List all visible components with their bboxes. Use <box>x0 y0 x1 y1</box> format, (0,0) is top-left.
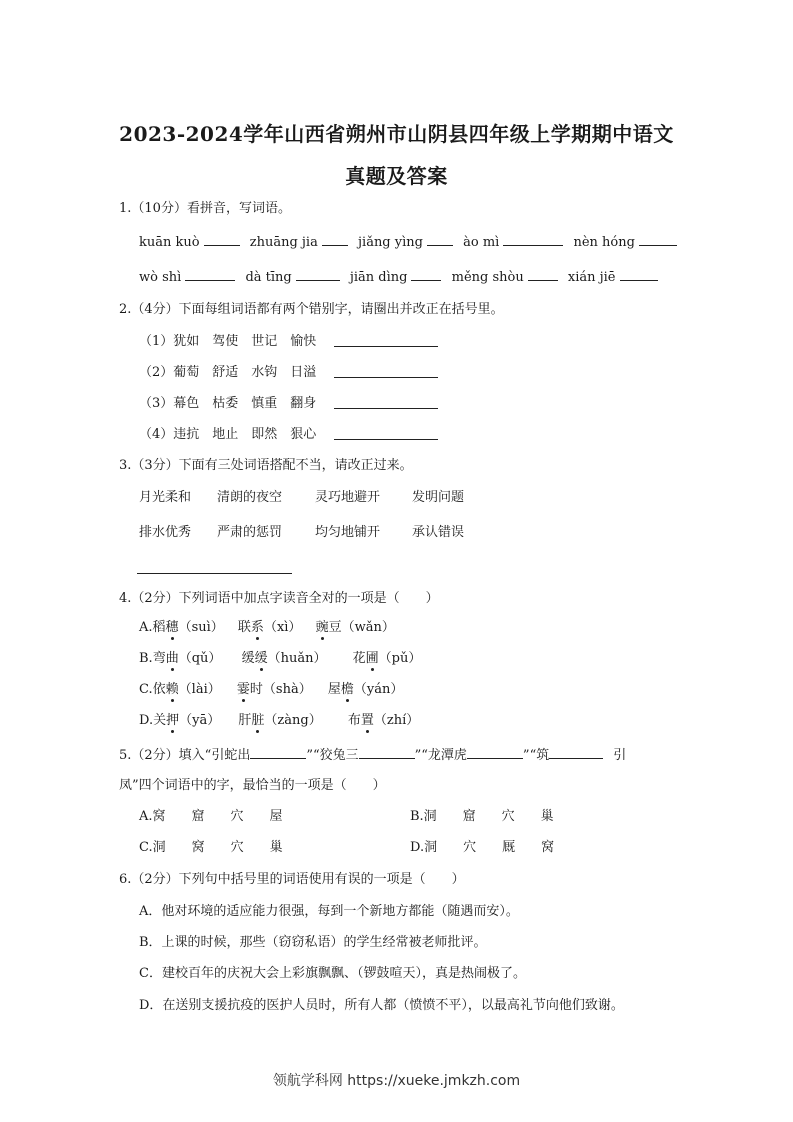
dotted-char: 押 <box>166 713 180 728</box>
answer-blank[interactable] <box>334 439 438 440</box>
stem-part: ”“狡兔三 <box>306 748 359 763</box>
q5-stem-line2: 凤”四个词语中的字，最恰当的一项是（ ） <box>119 778 386 793</box>
word-char: 时 <box>249 682 263 697</box>
answer-blank[interactable] <box>185 268 235 281</box>
q5-option-d[interactable]: D.洞 穴 厩 窝 <box>410 840 555 855</box>
answer-blank[interactable] <box>137 573 292 574</box>
pinyin: dà tīng <box>245 270 292 285</box>
answer-blank[interactable] <box>322 233 348 246</box>
footer-watermark: 领航学科网 https://xueke.jmkzh.com <box>272 1073 521 1089</box>
answer-blank[interactable] <box>639 233 677 246</box>
option-label: C. <box>139 682 153 697</box>
pinyin: jiān dìng <box>349 270 408 285</box>
q1-pinyin-row1 <box>139 233 683 252</box>
q1-pinyin-row2 <box>139 268 664 287</box>
q2-item-1: （1）犹如 驾使 世记 愉快 <box>139 334 317 349</box>
pinyin: （qǔ） <box>178 651 222 666</box>
pinyin: wò shì <box>139 270 182 285</box>
pinyin: ào mì <box>463 235 500 250</box>
q4-option-b[interactable] <box>139 650 421 668</box>
answer-blank[interactable] <box>503 233 563 246</box>
stem-part: 引 <box>613 748 627 763</box>
pinyin: （xì） <box>263 620 302 635</box>
dotted-char: 豌 <box>315 620 329 635</box>
phrase: 严肃的惩罚 <box>217 525 283 540</box>
answer-blank[interactable] <box>204 233 240 246</box>
answer-blank[interactable] <box>620 268 658 281</box>
phrase: 灵巧地避开 <box>315 490 381 505</box>
q2-item-2: （2）葡萄 舒适 水钩 日溢 <box>139 365 317 380</box>
q6-option-d[interactable]: D．在送别支援抗疫的医护人员时，所有人都（愤愤不平），以最高礼节向他们致谢。 <box>139 998 624 1013</box>
phrase: 承认错误 <box>412 525 465 540</box>
word-char: 布 <box>347 713 361 728</box>
q1-stem: 1.（10分）看拼音，写词语。 <box>119 201 291 216</box>
word-char: 豆 <box>328 620 342 635</box>
q6-option-b[interactable]: B．上课的时候，那些（窃窃私语）的学生经常被老师批评。 <box>139 935 487 950</box>
pinyin: （lài） <box>178 682 221 697</box>
q3-row1 <box>139 489 464 507</box>
answer-blank[interactable] <box>411 268 441 281</box>
q3-row2 <box>139 524 464 542</box>
pinyin: （zàng） <box>264 713 322 728</box>
q5-stem <box>119 746 626 765</box>
dotted-char: 霎 <box>236 682 250 697</box>
q6-option-c[interactable]: C．建校百年的庆祝大会上彩旗飘飘、（锣鼓喧天），真是热闹极了。 <box>139 966 526 981</box>
pinyin: xián jiē <box>567 270 616 285</box>
phrase: 月光柔和 <box>139 490 192 505</box>
word-char: 肝 <box>238 713 252 728</box>
answer-blank[interactable] <box>334 346 438 347</box>
dotted-char: 曲 <box>165 651 179 666</box>
option-label: B. <box>139 651 153 666</box>
phrase: 均匀地铺开 <box>315 525 381 540</box>
pinyin: （shà） <box>262 682 312 697</box>
pinyin: （pǔ） <box>378 651 422 666</box>
pinyin: （huǎn） <box>267 651 327 666</box>
q6-option-a[interactable]: A．他对环境的适应能力很强，每到一个新地方都能（随遇而安）。 <box>139 904 519 919</box>
q3-stem: 3.（3分）下面有三处词语搭配不当，请改正过来。 <box>119 458 413 473</box>
q5-option-a[interactable]: A.窝 窟 穴 屋 <box>139 809 283 824</box>
document-title-line1: 2023-2024学年山西省朔州市山阴县四年级上学期期中语文 <box>119 122 674 146</box>
pinyin: jiǎng yìng <box>358 235 423 250</box>
pinyin: nèn hóng <box>573 235 635 250</box>
q2-stem: 2.（4分）下面每组词语都有两个错别字，请圈出并改正在括号里。 <box>119 302 504 317</box>
dotted-char: 圃 <box>365 651 379 666</box>
word-char: 屋 <box>327 682 341 697</box>
dotted-char: 穗 <box>165 620 179 635</box>
q4-option-d[interactable] <box>139 712 419 730</box>
word-char: 弯 <box>152 651 166 666</box>
answer-blank[interactable] <box>467 746 523 759</box>
q6-stem: 6.（2分）下列句中括号里的词语使用有误的一项是（ ） <box>119 872 465 887</box>
answer-blank[interactable] <box>359 746 415 759</box>
q4-stem: 4.（2分）下列词语中加点字读音全对的一项是（ ） <box>119 591 439 606</box>
dotted-char: 置 <box>360 713 374 728</box>
answer-blank[interactable] <box>334 408 438 409</box>
dotted-char: 檐 <box>340 682 354 697</box>
answer-blank[interactable] <box>528 268 558 281</box>
document-title-line2: 真题及答案 <box>345 164 448 188</box>
pinyin: zhuāng jia <box>249 235 318 250</box>
q2-item-3: （3）幕色 枯委 慎重 翻身 <box>139 396 317 411</box>
option-label: D. <box>139 713 154 728</box>
stem-part: 5.（2分）填入“引蛇出 <box>119 748 251 763</box>
dotted-char: 脏 <box>251 713 265 728</box>
answer-blank[interactable] <box>427 233 453 246</box>
pinyin: kuān kuò <box>139 235 200 250</box>
word-char: 关 <box>153 713 167 728</box>
dotted-char: 系 <box>250 620 264 635</box>
phrase: 排水优秀 <box>139 525 192 540</box>
q2-item-4: （4）违抗 地止 即然 狠心 <box>139 427 317 442</box>
q5-option-b[interactable]: B.洞 窟 穴 巢 <box>410 809 554 824</box>
pinyin: （yán） <box>353 682 404 697</box>
option-label: A. <box>139 620 153 635</box>
stem-part: ”“筑 <box>522 748 550 763</box>
word-char: 联 <box>237 620 251 635</box>
word-char: 稻 <box>152 620 166 635</box>
q4-option-c[interactable] <box>139 681 403 699</box>
pinyin: （yā） <box>179 713 221 728</box>
pinyin: （zhí） <box>373 713 420 728</box>
dotted-char: 赖 <box>165 682 179 697</box>
phrase: 发明问题 <box>412 490 465 505</box>
pinyin: （suì） <box>178 620 224 635</box>
dotted-char: 缓 <box>254 651 268 666</box>
q4-option-a[interactable] <box>139 619 395 637</box>
pinyin: （wǎn） <box>341 620 395 635</box>
answer-blank[interactable] <box>250 746 306 759</box>
answer-blank[interactable] <box>549 746 603 759</box>
word-char: 花 <box>352 651 366 666</box>
stem-part: ”“龙潭虎 <box>414 748 467 763</box>
word-char: 缓 <box>241 651 255 666</box>
phrase: 清朗的夜空 <box>217 490 283 505</box>
answer-blank[interactable] <box>334 377 438 378</box>
word-char: 依 <box>152 682 166 697</box>
pinyin: měng shòu <box>451 270 524 285</box>
q5-option-c[interactable]: C.洞 窝 穴 巢 <box>139 840 283 855</box>
answer-blank[interactable] <box>296 268 340 281</box>
